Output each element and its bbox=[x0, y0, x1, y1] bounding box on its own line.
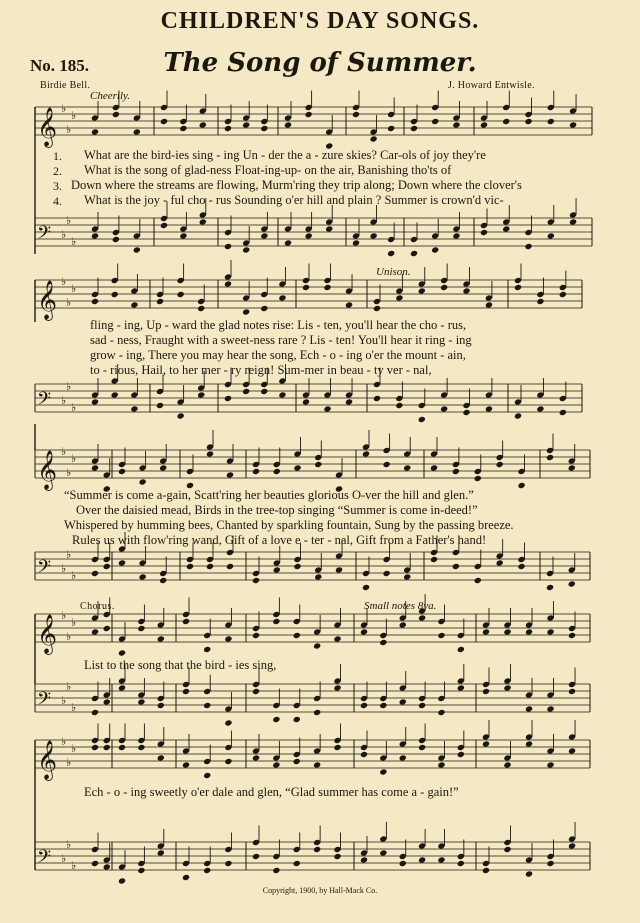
notehead bbox=[536, 405, 544, 412]
notehead bbox=[273, 468, 281, 475]
notehead bbox=[137, 744, 145, 751]
notehead bbox=[159, 464, 167, 471]
notehead bbox=[360, 856, 368, 863]
notehead bbox=[525, 628, 533, 635]
notehead bbox=[199, 218, 207, 225]
copyright-notice: Copyright, 1900, by Hall-Mack Co. bbox=[262, 886, 378, 895]
flat-sign-icon: ♭ bbox=[71, 569, 77, 582]
notehead bbox=[418, 287, 426, 294]
octave-marking: Small notes 8va. bbox=[364, 600, 437, 612]
notehead bbox=[226, 471, 234, 478]
notehead bbox=[118, 559, 126, 566]
notehead bbox=[418, 744, 426, 751]
notehead bbox=[103, 625, 111, 632]
notehead bbox=[314, 573, 322, 580]
notehead bbox=[387, 125, 395, 132]
notehead bbox=[559, 409, 567, 416]
notehead bbox=[278, 391, 286, 398]
notehead bbox=[569, 121, 577, 128]
notehead bbox=[157, 635, 165, 642]
notehead bbox=[252, 632, 260, 639]
notehead bbox=[547, 232, 555, 239]
notehead bbox=[568, 747, 576, 754]
notehead bbox=[525, 740, 533, 747]
notehead bbox=[525, 870, 533, 877]
notehead bbox=[252, 754, 260, 761]
notehead bbox=[284, 239, 292, 246]
notehead bbox=[111, 391, 119, 398]
notehead bbox=[352, 111, 360, 118]
notehead bbox=[302, 284, 310, 291]
notehead bbox=[118, 649, 126, 656]
notehead bbox=[360, 628, 368, 635]
notehead bbox=[118, 684, 126, 691]
notehead bbox=[260, 232, 268, 239]
notehead bbox=[559, 291, 567, 298]
notehead bbox=[224, 125, 232, 132]
notehead bbox=[462, 287, 470, 294]
notehead bbox=[568, 842, 576, 849]
notehead bbox=[482, 628, 490, 635]
notehead bbox=[474, 577, 482, 584]
notehead bbox=[199, 121, 207, 128]
notehead bbox=[323, 405, 331, 412]
notehead bbox=[457, 684, 465, 691]
bass-clef-icon: 𝄢 bbox=[37, 689, 52, 714]
notehead bbox=[379, 702, 387, 709]
notehead bbox=[345, 398, 353, 405]
notehead bbox=[103, 863, 111, 870]
flat-sign-icon: ♭ bbox=[71, 701, 77, 714]
notehead bbox=[224, 243, 232, 250]
treble-clef-icon: 𝄞 bbox=[37, 280, 58, 320]
notehead bbox=[482, 688, 490, 695]
notehead bbox=[313, 761, 321, 768]
hymn-number: No. 185. bbox=[30, 56, 90, 75]
notehead bbox=[547, 118, 555, 125]
notehead bbox=[313, 846, 321, 853]
notehead bbox=[399, 621, 407, 628]
notehead bbox=[260, 305, 268, 312]
notehead bbox=[305, 111, 313, 118]
notehead bbox=[395, 402, 403, 409]
chorus-label: Chorus. bbox=[80, 601, 115, 612]
notehead bbox=[568, 464, 576, 471]
notehead bbox=[203, 646, 211, 653]
notehead bbox=[437, 761, 445, 768]
flat-sign-icon: ♭ bbox=[66, 214, 72, 227]
notehead bbox=[323, 284, 331, 291]
notehead bbox=[293, 860, 301, 867]
notehead bbox=[485, 405, 493, 412]
notehead bbox=[482, 740, 490, 747]
lyricist-credit: Birdie Bell. bbox=[40, 80, 91, 91]
notehead bbox=[293, 563, 301, 570]
notehead bbox=[462, 409, 470, 416]
notehead bbox=[369, 232, 377, 239]
notehead bbox=[313, 642, 321, 649]
notehead bbox=[418, 416, 426, 423]
notehead bbox=[182, 618, 190, 625]
flat-sign-icon: ♭ bbox=[71, 616, 77, 629]
notehead bbox=[137, 625, 145, 632]
notehead bbox=[403, 464, 411, 471]
notehead bbox=[160, 118, 168, 125]
flat-sign-icon: ♭ bbox=[66, 123, 72, 136]
notehead bbox=[418, 614, 426, 621]
notehead bbox=[272, 618, 280, 625]
notehead bbox=[111, 291, 119, 298]
notehead bbox=[278, 294, 286, 301]
notehead bbox=[480, 229, 488, 236]
verse-number: 2. bbox=[53, 164, 62, 178]
treble-clef-icon: 𝄞 bbox=[37, 614, 58, 654]
notehead bbox=[260, 125, 268, 132]
notehead bbox=[373, 395, 381, 402]
notehead bbox=[517, 563, 525, 570]
notehead bbox=[242, 308, 250, 315]
notehead bbox=[157, 702, 165, 709]
notehead bbox=[182, 874, 190, 881]
notehead bbox=[379, 639, 387, 646]
notehead bbox=[177, 412, 185, 419]
flat-sign-icon: ♭ bbox=[61, 735, 67, 748]
flat-sign-icon: ♭ bbox=[66, 838, 72, 851]
notehead bbox=[335, 566, 343, 573]
notehead bbox=[379, 768, 387, 775]
notehead bbox=[333, 635, 341, 642]
notehead bbox=[399, 754, 407, 761]
flat-sign-icon: ♭ bbox=[61, 562, 67, 575]
lyric-line: to - rious, Hail, to her mer - ry reign! Sum-mer in beau - ty ver - nal, bbox=[90, 363, 432, 377]
notehead bbox=[133, 128, 141, 135]
notehead bbox=[224, 395, 232, 402]
notehead bbox=[179, 232, 187, 239]
notehead bbox=[203, 702, 211, 709]
notehead bbox=[452, 232, 460, 239]
flat-sign-icon: ♭ bbox=[66, 630, 72, 643]
treble-clef-icon: 𝄞 bbox=[37, 740, 58, 780]
notehead bbox=[182, 761, 190, 768]
notehead bbox=[333, 684, 341, 691]
notehead bbox=[485, 301, 493, 308]
flat-sign-icon: ♭ bbox=[66, 548, 72, 561]
notehead bbox=[293, 632, 301, 639]
notehead bbox=[206, 450, 214, 457]
bass-clef-icon: 𝄢 bbox=[37, 223, 52, 248]
book-title: CHILDREN'S DAY SONGS. bbox=[160, 8, 480, 34]
notehead bbox=[293, 464, 301, 471]
flat-sign-icon: ♭ bbox=[61, 228, 67, 241]
notehead bbox=[112, 111, 120, 118]
notehead bbox=[260, 388, 268, 395]
notehead bbox=[352, 239, 360, 246]
lyric-line: fling - ing, Up - ward the glad notes rise: Lis - ten, you'll hear the cho - rus, bbox=[90, 318, 467, 332]
flat-sign-icon: ♭ bbox=[66, 680, 72, 693]
notehead bbox=[437, 856, 445, 863]
notehead bbox=[103, 744, 111, 751]
bass-clef-icon: 𝄢 bbox=[37, 847, 52, 872]
lyric-line: Rules us with flow'ring wand, Gift of a love e - ter - nal, Gift from a Father's hand! bbox=[72, 533, 487, 547]
notehead bbox=[226, 563, 234, 570]
notehead bbox=[118, 744, 126, 751]
song-title: The Song of Summer. bbox=[163, 48, 477, 78]
notehead bbox=[373, 305, 381, 312]
notehead bbox=[272, 716, 280, 723]
notehead bbox=[91, 628, 99, 635]
notehead bbox=[305, 232, 313, 239]
notehead bbox=[430, 556, 438, 563]
notehead bbox=[157, 754, 165, 761]
notehead bbox=[133, 246, 141, 253]
notehead bbox=[252, 468, 260, 475]
notehead bbox=[431, 246, 439, 253]
notehead bbox=[91, 570, 99, 577]
notehead bbox=[203, 867, 211, 874]
flat-sign-icon: ♭ bbox=[61, 275, 67, 288]
notehead bbox=[482, 867, 490, 874]
notehead bbox=[91, 464, 99, 471]
notehead bbox=[118, 468, 126, 475]
notehead bbox=[546, 761, 554, 768]
notehead bbox=[333, 744, 341, 751]
notehead bbox=[569, 218, 577, 225]
flat-sign-icon: ♭ bbox=[71, 109, 77, 122]
flat-sign-icon: ♭ bbox=[61, 852, 67, 865]
notehead bbox=[103, 563, 111, 570]
notehead bbox=[399, 698, 407, 705]
notehead bbox=[496, 559, 504, 566]
notehead bbox=[206, 563, 214, 570]
flat-sign-icon: ♭ bbox=[71, 742, 77, 755]
lyric-line: What is the joy - ful cho - rus Sounding o'er hill and plain ? Summer is crown'd vic- bbox=[84, 193, 504, 207]
lyric-line: grow - ing, There you may hear the song, Ech - o - ing o'er the mount - ain, bbox=[90, 348, 466, 362]
notehead bbox=[568, 580, 576, 587]
notehead bbox=[91, 232, 99, 239]
notehead bbox=[503, 628, 511, 635]
lyric-line: “Summer is come a-gain, Scatt'ring her beauties glorious O-ver the hill and glen.” bbox=[64, 488, 474, 502]
flat-sign-icon: ♭ bbox=[61, 445, 67, 458]
treble-clef-icon: 𝄞 bbox=[37, 107, 58, 147]
notehead bbox=[91, 709, 99, 716]
bass-clef-icon: 𝄢 bbox=[37, 557, 52, 582]
notehead bbox=[546, 860, 554, 867]
notehead bbox=[369, 135, 377, 142]
notehead bbox=[525, 705, 533, 712]
notehead bbox=[410, 125, 418, 132]
notehead bbox=[524, 118, 532, 125]
lyric-line: What is the song of glad-ness Float-ing-up- on the air, Banishing tho'ts of bbox=[84, 163, 452, 177]
notehead bbox=[272, 761, 280, 768]
notehead bbox=[546, 584, 554, 591]
notehead bbox=[568, 632, 576, 639]
notehead bbox=[313, 709, 321, 716]
lyric-line: What are the bird-ies sing - ing Un - der the a - zure skies? Car-ols of joy they're bbox=[84, 148, 486, 162]
lyric-line: Down where the streams are flowing, Murm'ring they trip along; Down where the clover's bbox=[71, 178, 522, 192]
notehead bbox=[387, 250, 395, 257]
notehead bbox=[293, 716, 301, 723]
notehead bbox=[514, 412, 522, 419]
notehead bbox=[314, 461, 322, 468]
notehead bbox=[159, 577, 167, 584]
notehead bbox=[362, 450, 370, 457]
notehead bbox=[156, 402, 164, 409]
notehead bbox=[399, 860, 407, 867]
notehead bbox=[224, 719, 232, 726]
notehead bbox=[302, 398, 310, 405]
flat-sign-icon: ♭ bbox=[71, 282, 77, 295]
notehead bbox=[157, 849, 165, 856]
notehead bbox=[440, 284, 448, 291]
notehead bbox=[242, 121, 250, 128]
notehead bbox=[360, 702, 368, 709]
notehead bbox=[91, 744, 99, 751]
notehead bbox=[452, 563, 460, 570]
verse-number: 4. bbox=[53, 194, 62, 208]
notehead bbox=[362, 584, 370, 591]
notehead bbox=[536, 298, 544, 305]
notehead bbox=[345, 301, 353, 308]
notehead bbox=[139, 478, 147, 485]
notehead bbox=[457, 751, 465, 758]
notehead bbox=[224, 860, 232, 867]
notehead bbox=[252, 853, 260, 860]
flat-sign-icon: ♭ bbox=[71, 401, 77, 414]
notehead bbox=[517, 482, 525, 489]
bass-clef-icon: 𝄢 bbox=[37, 389, 52, 414]
flat-sign-icon: ♭ bbox=[71, 859, 77, 872]
notehead bbox=[403, 573, 411, 580]
notehead bbox=[139, 573, 147, 580]
notehead bbox=[325, 225, 333, 232]
notehead bbox=[418, 702, 426, 709]
notehead bbox=[137, 867, 145, 874]
notehead bbox=[91, 398, 99, 405]
notehead bbox=[503, 684, 511, 691]
notehead bbox=[360, 751, 368, 758]
notehead bbox=[197, 391, 205, 398]
notehead bbox=[252, 688, 260, 695]
lyric-line: sad - ness, Fraught with a sweet-ness rare ? Lis - ten! You'll hear it ring - ing bbox=[90, 333, 472, 347]
notehead bbox=[272, 867, 280, 874]
notehead bbox=[437, 709, 445, 716]
notehead bbox=[546, 705, 554, 712]
notehead bbox=[242, 246, 250, 253]
notehead bbox=[395, 294, 403, 301]
flat-sign-icon: ♭ bbox=[61, 394, 67, 407]
notehead bbox=[182, 688, 190, 695]
notehead bbox=[379, 849, 387, 856]
notehead bbox=[177, 291, 185, 298]
notehead bbox=[179, 125, 187, 132]
notehead bbox=[284, 121, 292, 128]
notehead bbox=[502, 225, 510, 232]
lyric-line: Whispered by humming bees, Chanted by sparkling fountain, Sung by the passing breeze. bbox=[64, 518, 514, 532]
verse-number: 1. bbox=[53, 149, 62, 163]
notehead bbox=[480, 121, 488, 128]
notehead bbox=[546, 628, 554, 635]
notehead bbox=[496, 461, 504, 468]
notehead bbox=[203, 772, 211, 779]
notehead bbox=[568, 688, 576, 695]
notehead bbox=[431, 118, 439, 125]
flat-sign-icon: ♭ bbox=[61, 694, 67, 707]
flat-sign-icon: ♭ bbox=[66, 380, 72, 393]
composer-credit: J. Howard Entwisle. bbox=[448, 80, 535, 91]
notehead bbox=[503, 761, 511, 768]
notehead bbox=[437, 632, 445, 639]
notehead bbox=[197, 305, 205, 312]
treble-clef-icon: 𝄞 bbox=[37, 450, 58, 490]
verse-number: 3. bbox=[53, 179, 62, 193]
chorus-lyric-line: Ech - o - ing sweetly o'er dale and glen, “Glad summer has come a - gain!” bbox=[84, 785, 459, 799]
notehead bbox=[252, 577, 260, 584]
notehead bbox=[333, 853, 341, 860]
unison-marking: Unison. bbox=[376, 266, 411, 278]
notehead bbox=[524, 243, 532, 250]
notehead bbox=[242, 388, 250, 395]
notehead bbox=[224, 758, 232, 765]
notehead bbox=[430, 464, 438, 471]
notehead bbox=[514, 284, 522, 291]
notehead bbox=[130, 301, 138, 308]
notehead bbox=[457, 646, 465, 653]
notehead bbox=[103, 698, 111, 705]
notehead bbox=[440, 405, 448, 412]
notehead bbox=[118, 877, 126, 884]
flat-sign-icon: ♭ bbox=[66, 756, 72, 769]
flat-sign-icon: ♭ bbox=[71, 235, 77, 248]
notehead bbox=[503, 846, 511, 853]
notehead bbox=[452, 468, 460, 475]
notehead bbox=[160, 222, 168, 229]
flat-sign-icon: ♭ bbox=[66, 296, 72, 309]
notehead bbox=[457, 860, 465, 867]
notehead bbox=[91, 860, 99, 867]
notehead bbox=[383, 570, 391, 577]
notehead bbox=[224, 280, 232, 287]
notehead bbox=[474, 475, 482, 482]
flat-sign-icon: ♭ bbox=[61, 609, 67, 622]
flat-sign-icon: ♭ bbox=[61, 102, 67, 115]
notehead bbox=[273, 566, 281, 573]
notehead bbox=[452, 121, 460, 128]
notehead bbox=[502, 118, 510, 125]
notehead bbox=[130, 405, 138, 412]
notehead bbox=[156, 298, 164, 305]
notehead bbox=[186, 563, 194, 570]
lyric-line: Over the daisied mead, Birds in the tree-top singing “Summer is come in-deed!” bbox=[76, 503, 478, 517]
notehead bbox=[91, 298, 99, 305]
chorus-lyric-line: List to the song that the bird - ies sing, bbox=[84, 658, 277, 672]
flat-sign-icon: ♭ bbox=[71, 452, 77, 465]
notehead bbox=[224, 635, 232, 642]
notehead bbox=[137, 698, 145, 705]
notehead bbox=[91, 128, 99, 135]
notehead bbox=[546, 454, 554, 461]
notehead bbox=[410, 250, 418, 257]
notehead bbox=[418, 856, 426, 863]
notehead bbox=[293, 758, 301, 765]
notehead bbox=[383, 461, 391, 468]
flat-sign-icon: ♭ bbox=[66, 466, 72, 479]
notehead bbox=[112, 236, 120, 243]
tempo-marking: Cheerily. bbox=[90, 90, 131, 102]
